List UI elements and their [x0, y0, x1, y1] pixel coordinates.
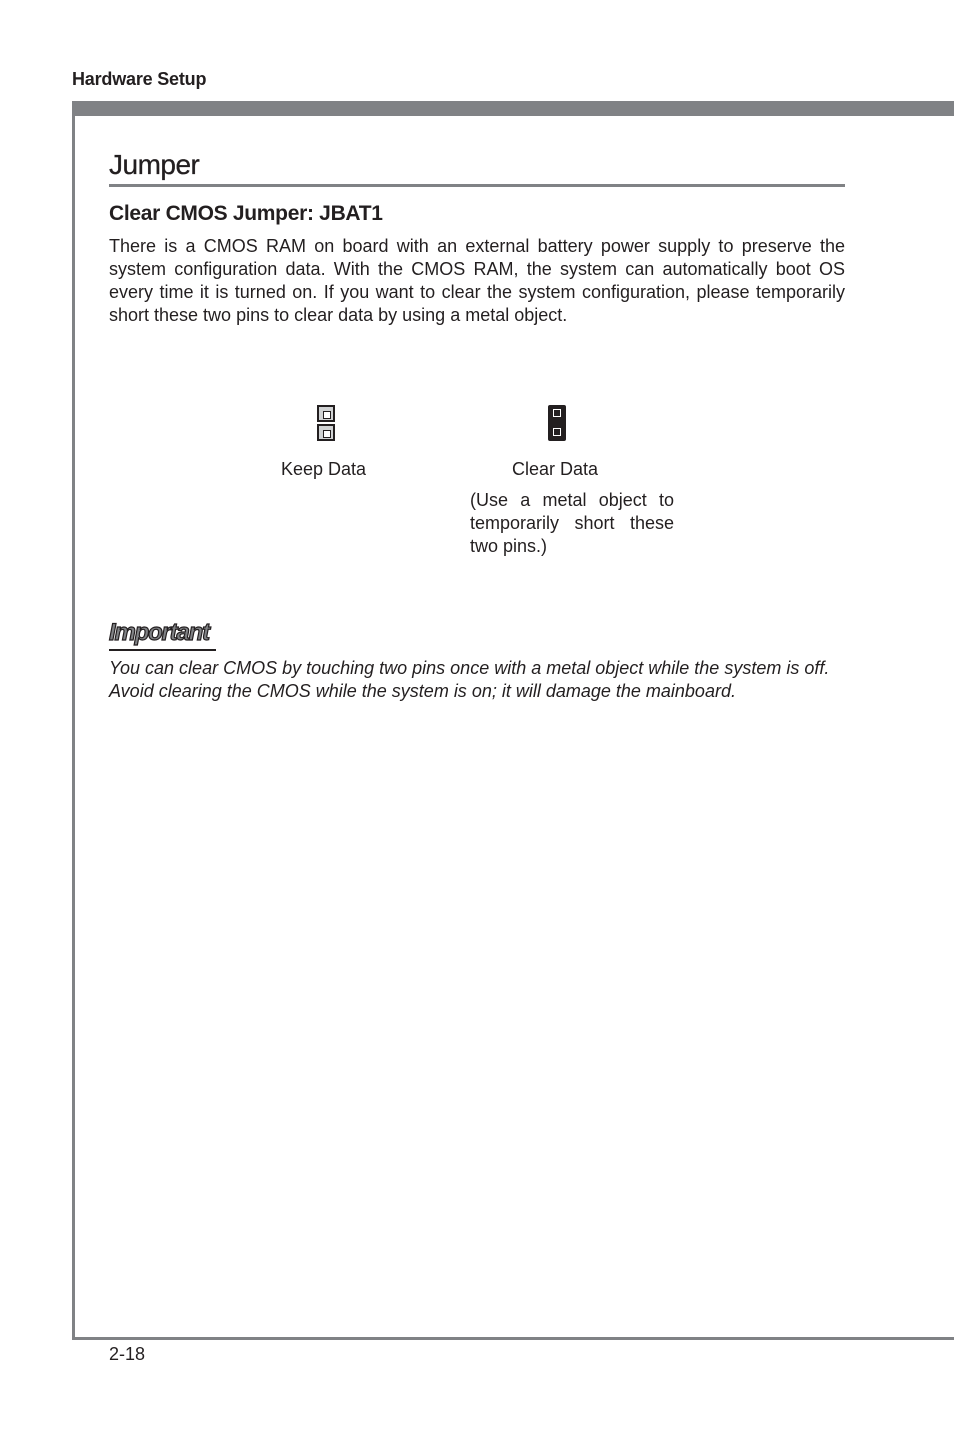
pin-1 — [553, 409, 561, 417]
page-number: 2-18 — [109, 1344, 146, 1364]
pin-2 — [317, 424, 335, 441]
body-paragraph: There is a CMOS RAM on board with an external battery power supply to preserve the system configuration data. With the CMOS RAM, the system can automatically boot OS every time it is turned on. If you want to clear the system configuration, please temporarily short these two pins to clear data by using a metal object. — [109, 236, 845, 325]
header-bar — [72, 101, 954, 116]
pin-1 — [317, 405, 335, 422]
keep-data-label: Keep Data — [281, 459, 367, 479]
page-title: Jumper — [109, 149, 200, 180]
left-margin-rule — [72, 101, 75, 1340]
important-heading: Important — [109, 619, 209, 646]
important-underline — [109, 649, 216, 651]
clear-data-note: (Use a metal object to temporarily short these two pins.) — [470, 490, 674, 556]
important-note: You can clear CMOS by touching two pins once with a metal object while the system is off. Avoid clearing the CMOS while the system is on; it will damage the mainboard. — [109, 658, 830, 701]
pin-2 — [553, 428, 561, 436]
jumper-open-icon — [317, 405, 335, 441]
clear-data-label: Clear Data — [512, 459, 599, 479]
section-label: Hardware Setup — [72, 69, 207, 89]
section-subtitle: Clear CMOS Jumper: JBAT1 — [109, 202, 383, 225]
title-divider — [109, 184, 845, 187]
footer-rule — [72, 1337, 954, 1340]
jumper-shorted-icon — [548, 405, 566, 441]
